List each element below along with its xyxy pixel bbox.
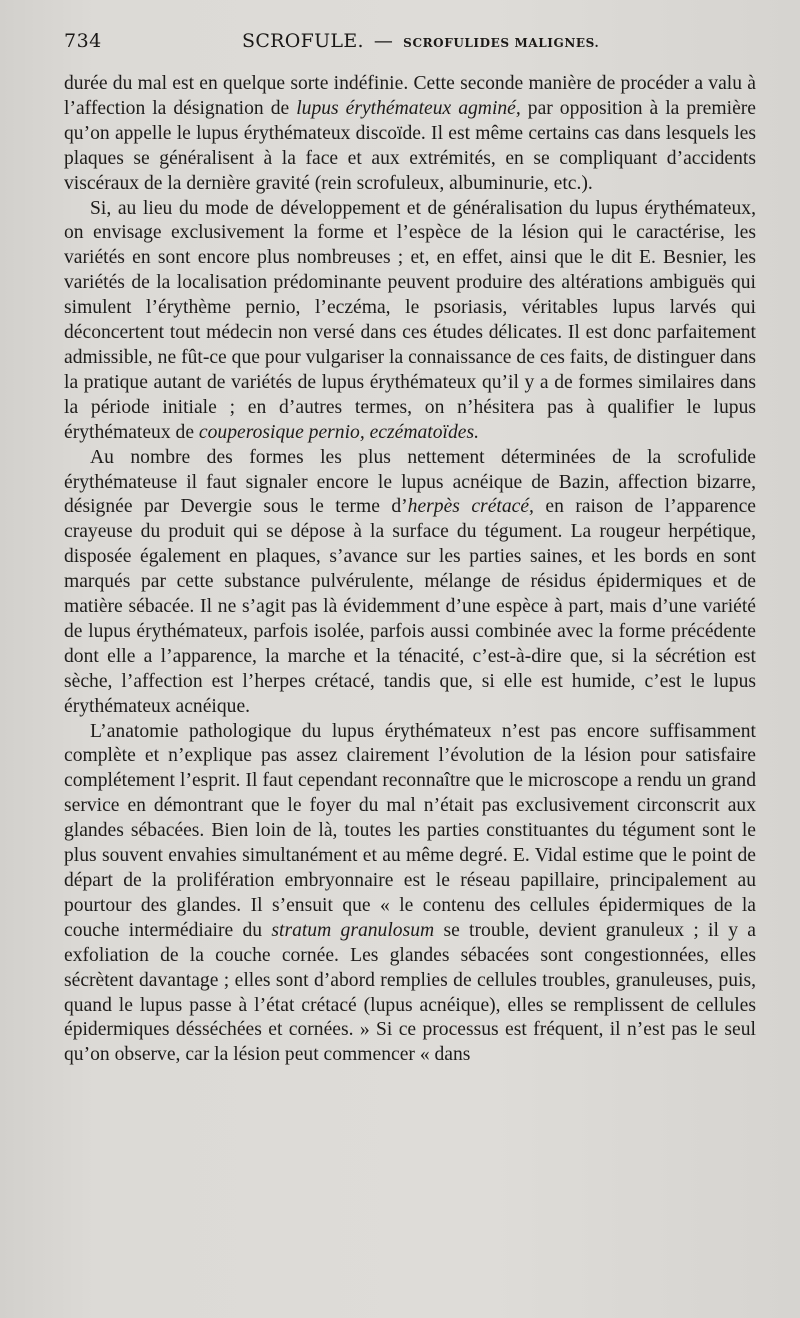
- running-head: [64, 30, 756, 58]
- paragraph: [64, 197, 756, 446]
- running-title: [242, 30, 599, 52]
- italic-term: herpès crétacé,: [407, 496, 534, 518]
- paragraph: [64, 720, 756, 1069]
- chapter-title: SCROFULE.: [242, 30, 364, 52]
- section-title: SCROFULIDES MALIGNES.: [403, 36, 600, 50]
- text-run: en raison de l’apparence crayeuse du produit qui se dépose à la surface du tégument. La rougeur herpétique, disposée également en plaques, s’avance sur les parties saines, et les bords en sont marqués par cette substance pulvérulente, mélange de résidus épidermiques et de matière sébacée. Il ne s’agit pas là évidemment d’une espèce à part, mais d’une variété de lupus érythémateux, parfois isolée, parfois aussi combinée avec la forme précédente dont elle a l’apparence, la marche et la ténacité, c’est-à-dire que, si la sécrétion est sèche, l’affection est l’herpes crétacé, tandis que, si elle est humide, c’est le lupus érythémateux acnéique.: [64, 496, 756, 717]
- italic-term: stratum granulosum: [271, 919, 435, 941]
- body-text: [64, 72, 756, 1068]
- text-run: par opposition à la première qu’on appelle le lupus érythémateux discoïde. Il est même certains cas dans lesquels les plaques se généralisent à la face et aux extrémités, en se compliquant d’accidents viscéraux de la dernière gravité (rein scrofuleux, albuminurie, etc.).: [64, 97, 756, 194]
- paragraph: [64, 446, 756, 720]
- paragraph: [64, 72, 756, 197]
- text-run: Si, au lieu du mode de développement et de généralisation du lupus érythémateux, on envisage exclusivement la forme et l’espèce de la lésion qui le caractérise, les variétés en sont encore plus nombreuses ; et, en effet, ainsi que le dit E. Besnier, les variétés de la localisation prédominante peuvent produire des altérations ambiguës qui simulent l’érythème pernio, l’eczéma, le psoriasis, véritables lupus larvés qui déconcertent tout médecin non versé dans ces études délicates. Il est donc parfaitement admissible, ne fût-ce que pour vulgariser la connaissance de ces faits, de distinguer dans la pratique autant de variétés de lupus érythémateux qu’il y a de formes similaires dans la période initiale ; en d’autres termes, on n’hésitera pas à qualifier le lupus érythémateux de: [64, 197, 756, 443]
- text-run: durée du mal est en quelque sorte indéfinie. Cette seconde manière de procéder a valu à l’affection la désignation de: [64, 73, 756, 119]
- text-run: se trouble, devient granuleux ; il y a exfoliation de la couche cornée. Les glandes sébacées sont congestionnées, elles sécrètent davantage ; elles sont d’abord remplies de cellules troubles, granuleuses, puis, quand le lupus passe à l’état crétacé (lupus acnéique), elles se remplissent de cellules épidermiques désséchées et cornées. » Si ce processus est fréquent, il n’est pas le seul qu’on observe, car la lésion peut commencer « dans: [64, 919, 757, 1066]
- text-run: Au nombre des formes les plus nettement déterminées de la scrofulide érythémateuse il faut signaler encore le lupus acnéique de Bazin, affection bizarre, désignée par Devergie sous le terme d’: [64, 446, 756, 518]
- text-run: L’anatomie pathologique du lupus érythémateux n’est pas encore suffisamment complète et n’explique pas assez clairement l’évolution de la lésion pour satisfaire complétement l’esprit. Il faut cependant reconnaître que le microscope a rendu un grand service en démontrant que le foyer du mal n’était pas exclusivement circonscrit aux glandes sébacées. Bien loin de là, toutes les parties constituantes du tégument sont le plus souvent envahies simultanément et au même degré. E. Vidal estime que le point de départ de la prolifération embryonnaire est le réseau papillaire, principalement au pourtour des glandes. Il s’ensuit que « le contenu des cellules épidermiques de la couche intermédiaire du: [64, 720, 756, 941]
- title-dash: —: [373, 30, 394, 52]
- italic-term: lupus érythémateux agminé,: [296, 97, 521, 119]
- italic-term: couperosique pernio, eczématoïdes.: [198, 421, 479, 443]
- page-number: 734: [64, 30, 102, 52]
